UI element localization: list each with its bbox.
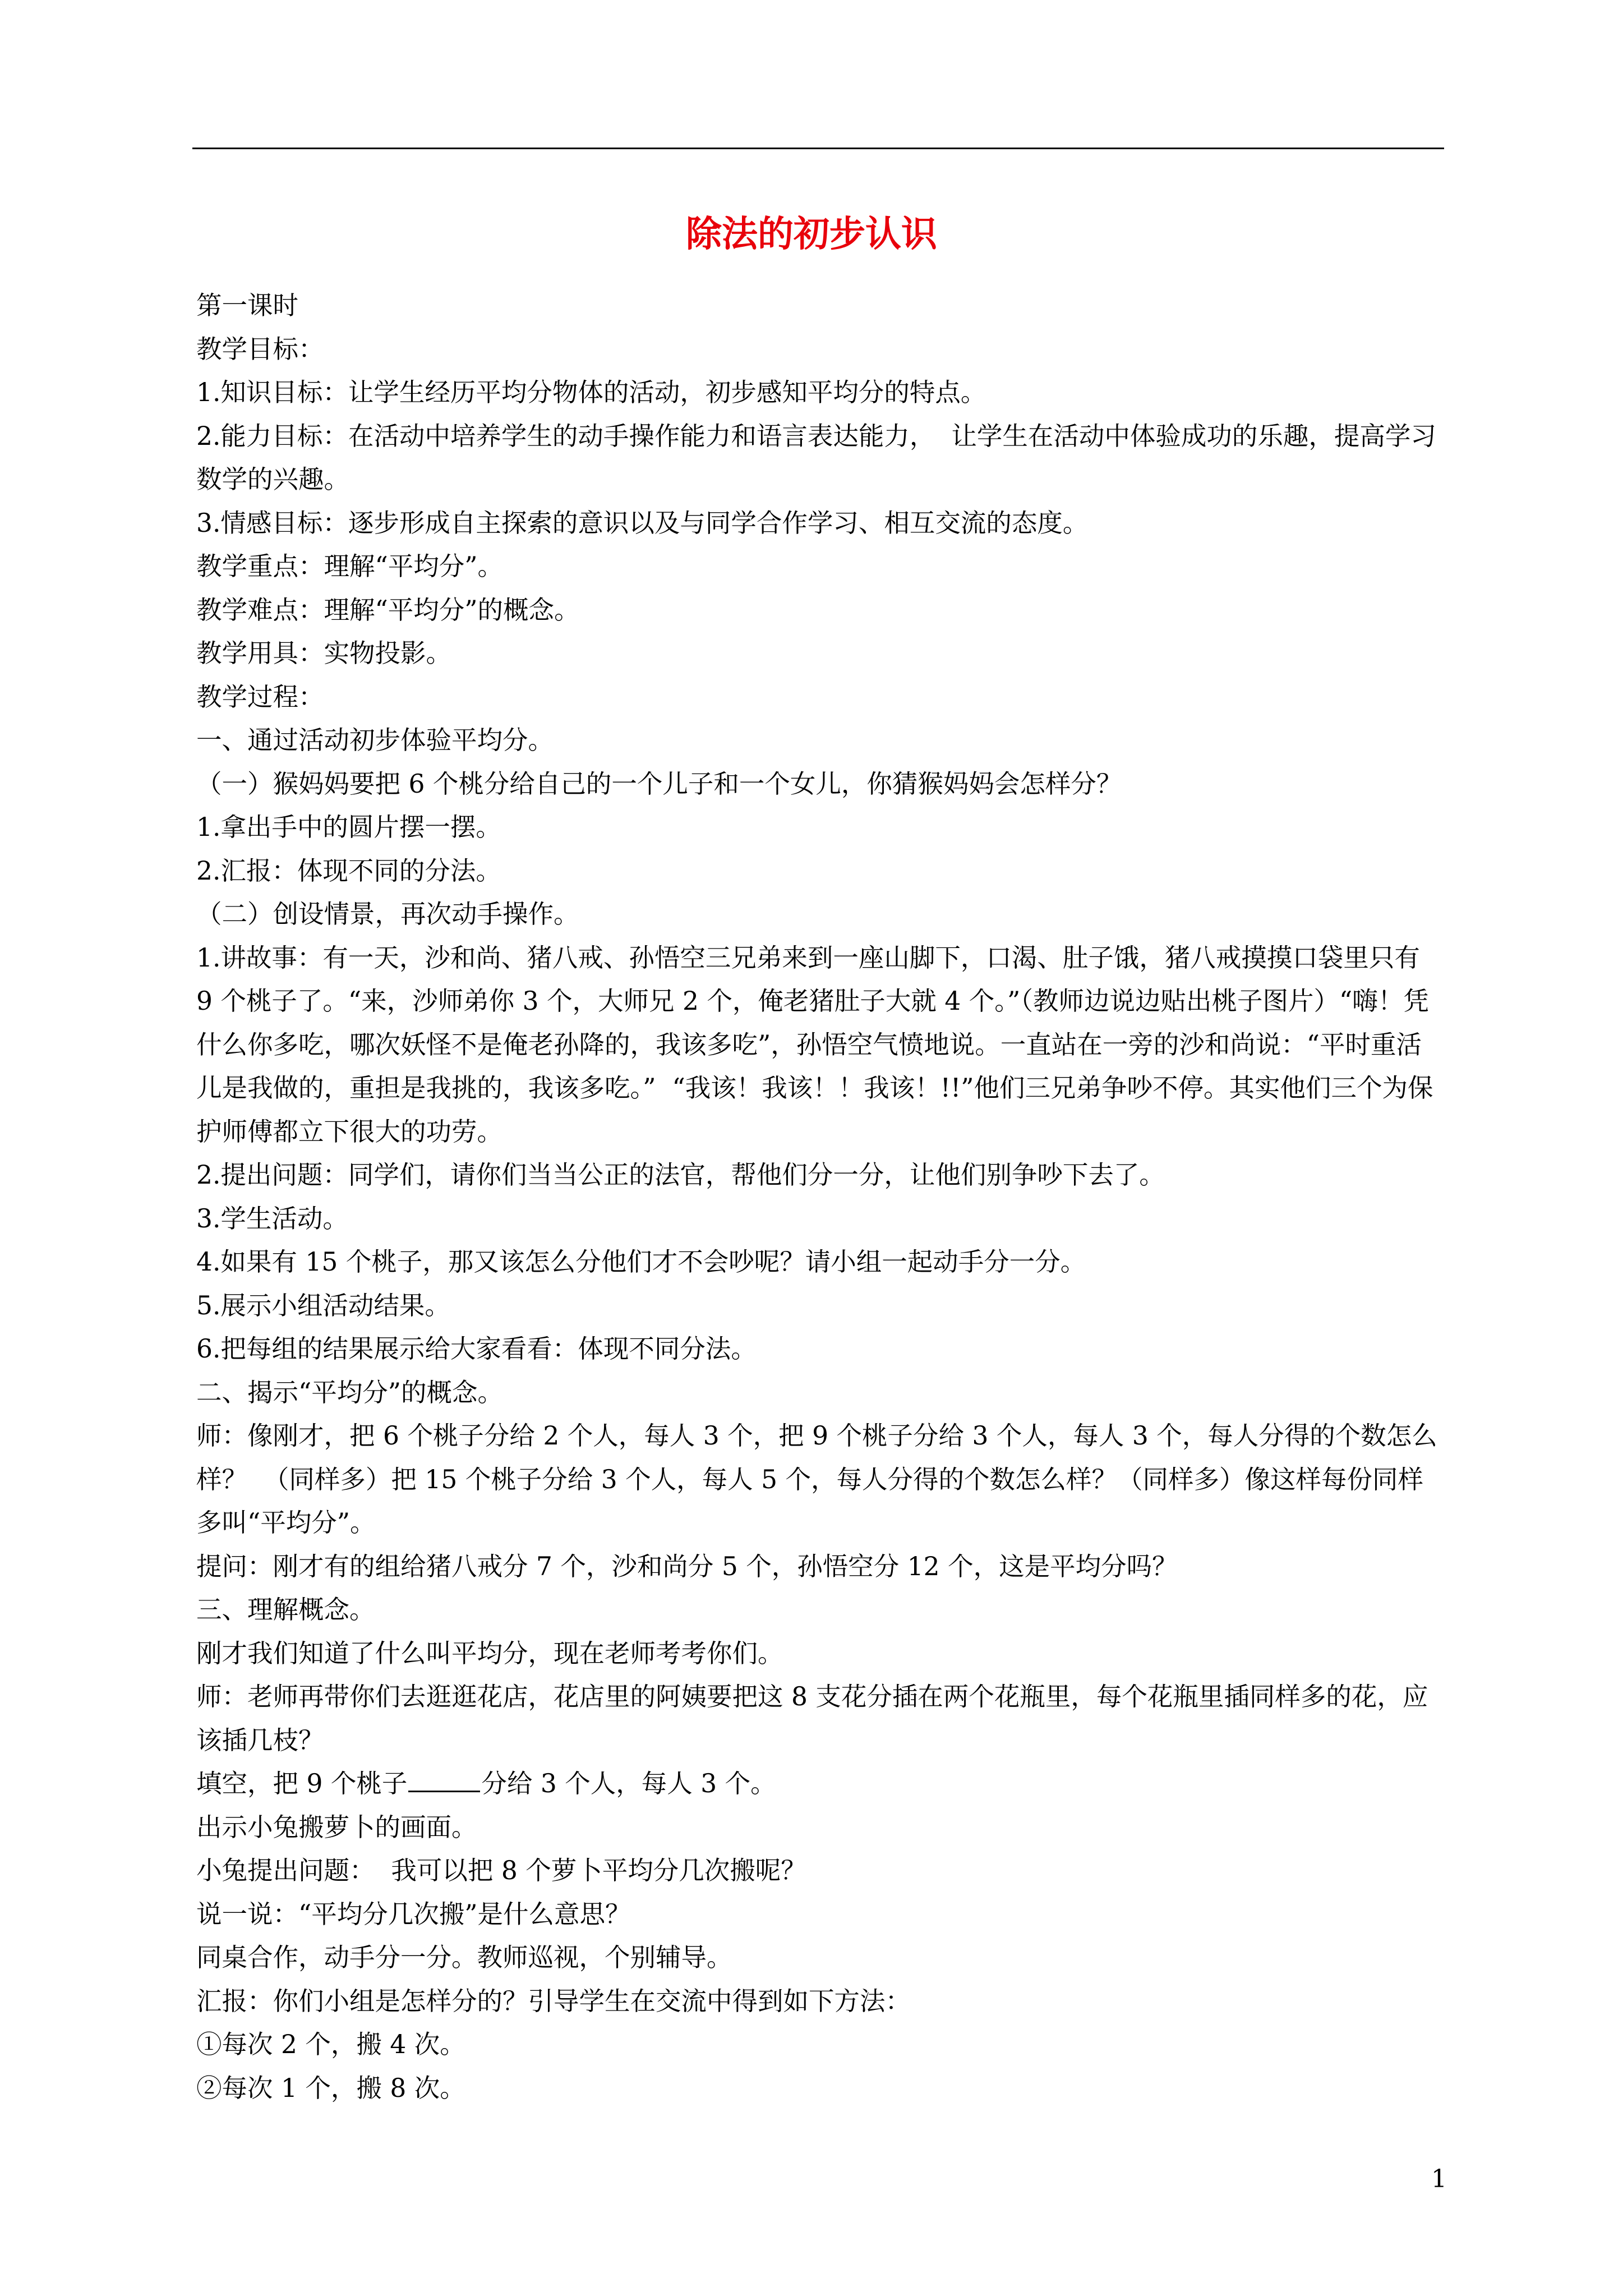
header-rule <box>192 148 1444 149</box>
step-display-groups: 6.把每组的结果展示给大家看看：体现不同分法。 <box>196 1334 757 1364</box>
flower-shop-question: 师：老师再带你们去逛逛花店，花店里的阿姨要把这 8 支花分插在两个花瓶里，每个花瓶里插同样多的花，应该插几枝？ <box>196 1682 1428 1755</box>
step-pose-question: 2.提出问题：同学们，请你们当当公正的法官，帮他们分一分，让他们别争吵下去了。 <box>196 1160 1165 1190</box>
activity-scenario-heading: （二）创设情景，再次动手操作。 <box>196 899 579 929</box>
method-one: ①每次 2 个，搬 4 次。 <box>196 2030 465 2059</box>
answer-blank <box>408 1766 480 1792</box>
section-two-heading: 二、揭示“平均分”的概念。 <box>196 1377 504 1407</box>
objective-ability: 2.能力目标：在活动中培养学生的动手操作能力和语言表达能力， 让学生在活动中体验成功的乐趣，提高学习数学的兴趣。 <box>196 421 1436 494</box>
step-student-activity: 3.学生活动。 <box>196 1203 348 1234</box>
step-fifteen-peaches: 4.如果有 15 个桃子，那又该怎么分他们才不会吵呢？请小组一起动手分一分。 <box>196 1247 1086 1277</box>
method-two: ②每次 1 个，搬 8 次。 <box>196 2073 465 2103</box>
question-uneven-split: 提问：刚才有的组给猪八戒分 7 个，沙和尚分 5 个，孙悟空分 12 个，这是平均分吗？ <box>196 1551 1178 1581</box>
fill-in-blank <box>196 1762 1444 1806</box>
teaching-focus: 教学重点：理解“平均分”。 <box>196 551 504 581</box>
lesson-period: 第一课时 <box>196 291 299 320</box>
rabbit-question: 小兔提出问题： 我可以把 8 个萝卜平均分几次搬呢？ <box>196 1856 806 1885</box>
objective-emotion: 3.情感目标：逐步形成自主探索的意识以及与同学合作学习、相互交流的态度。 <box>196 508 1089 538</box>
rabbit-scene: 出示小兔搬萝卜的画面。 <box>196 1812 477 1842</box>
teaching-difficulty: 教学难点：理解“平均分”的概念。 <box>196 595 580 625</box>
pair-work: 同桌合作，动手分一分。教师巡视，个别辅导。 <box>196 1943 732 1972</box>
step-show-results: 5.展示小组活动结果。 <box>196 1290 450 1320</box>
document-title: 除法的初步认识 <box>686 214 937 255</box>
section-heading-objectives: 教学目标： <box>196 334 324 364</box>
report-methods: 汇报：你们小组是怎样分的？引导学生在交流中得到如下方法： <box>196 1986 911 2016</box>
section-three-heading: 三、理解概念。 <box>196 1595 375 1625</box>
activity-monkey-peaches: （一）猴妈妈要把 6 个桃分给自己的一个儿子和一个女儿，你猜猴妈妈会怎样分？ <box>196 769 1122 799</box>
fill-in-blank-tail: 分给 3 个人，每人 3 个。 <box>481 1769 776 1798</box>
teaching-tools: 教学用具：实物投影。 <box>196 638 452 668</box>
page-number: 1 <box>1431 2165 1447 2193</box>
discussion-prompt: 说一说：“平均分几次搬”是什么意思？ <box>196 1899 631 1929</box>
quiz-intro: 刚才我们知道了什么叫平均分，现在老师考考你们。 <box>196 1638 783 1668</box>
step-arrange-discs: 1.拿出手中的圆片摆一摆。 <box>196 812 501 842</box>
step-report-methods: 2.汇报：体现不同的分法。 <box>196 855 501 886</box>
document-body <box>196 284 1444 2110</box>
fill-in-blank-lead: 填空，把 9 个桃子 <box>196 1769 408 1798</box>
story-paragraph: 1.讲故事：有一天，沙和尚、猪八戒、孙悟空三兄弟来到一座山脚下，口渴、肚子饿，猪八戒摸摸口袋里只有 9 个桃子了。“来，沙师弟你 3 个，大师兄 2 个，俺老猪肚子大就 4 个。”（教师边说边贴出桃子图片）“嗨！凭什么你多吃，哪次妖怪不是俺老孙降的，我该多吃”，孙悟空气愤地说。一直站在一旁的沙和尚说：“平时重活儿是我做的，重担是我挑的，我该多吃。” “我该！我该！！我该！!!”他们三兄弟争吵不停。其实他们三个为保护师傅都立下很大的功劳。 <box>196 942 1433 1147</box>
section-heading-process: 教学过程： <box>196 682 324 712</box>
teacher-explanation: 师：像刚才，把 6 个桃子分给 2 个人，每人 3 个，把 9 个桃子分给 3 个人，每人 3 个，每人分得的个数怎么样？ （同样多）把 15 个桃子分给 3 个人，每人 5 个，每人分得的个数怎么样？（同样多）像这样每份同样多叫“平均分”。 <box>196 1421 1437 1538</box>
section-one-heading: 一、通过活动初步体验平均分。 <box>196 725 554 755</box>
objective-knowledge: 1.知识目标：让学生经历平均分物体的活动，初步感知平均分的特点。 <box>196 378 986 407</box>
